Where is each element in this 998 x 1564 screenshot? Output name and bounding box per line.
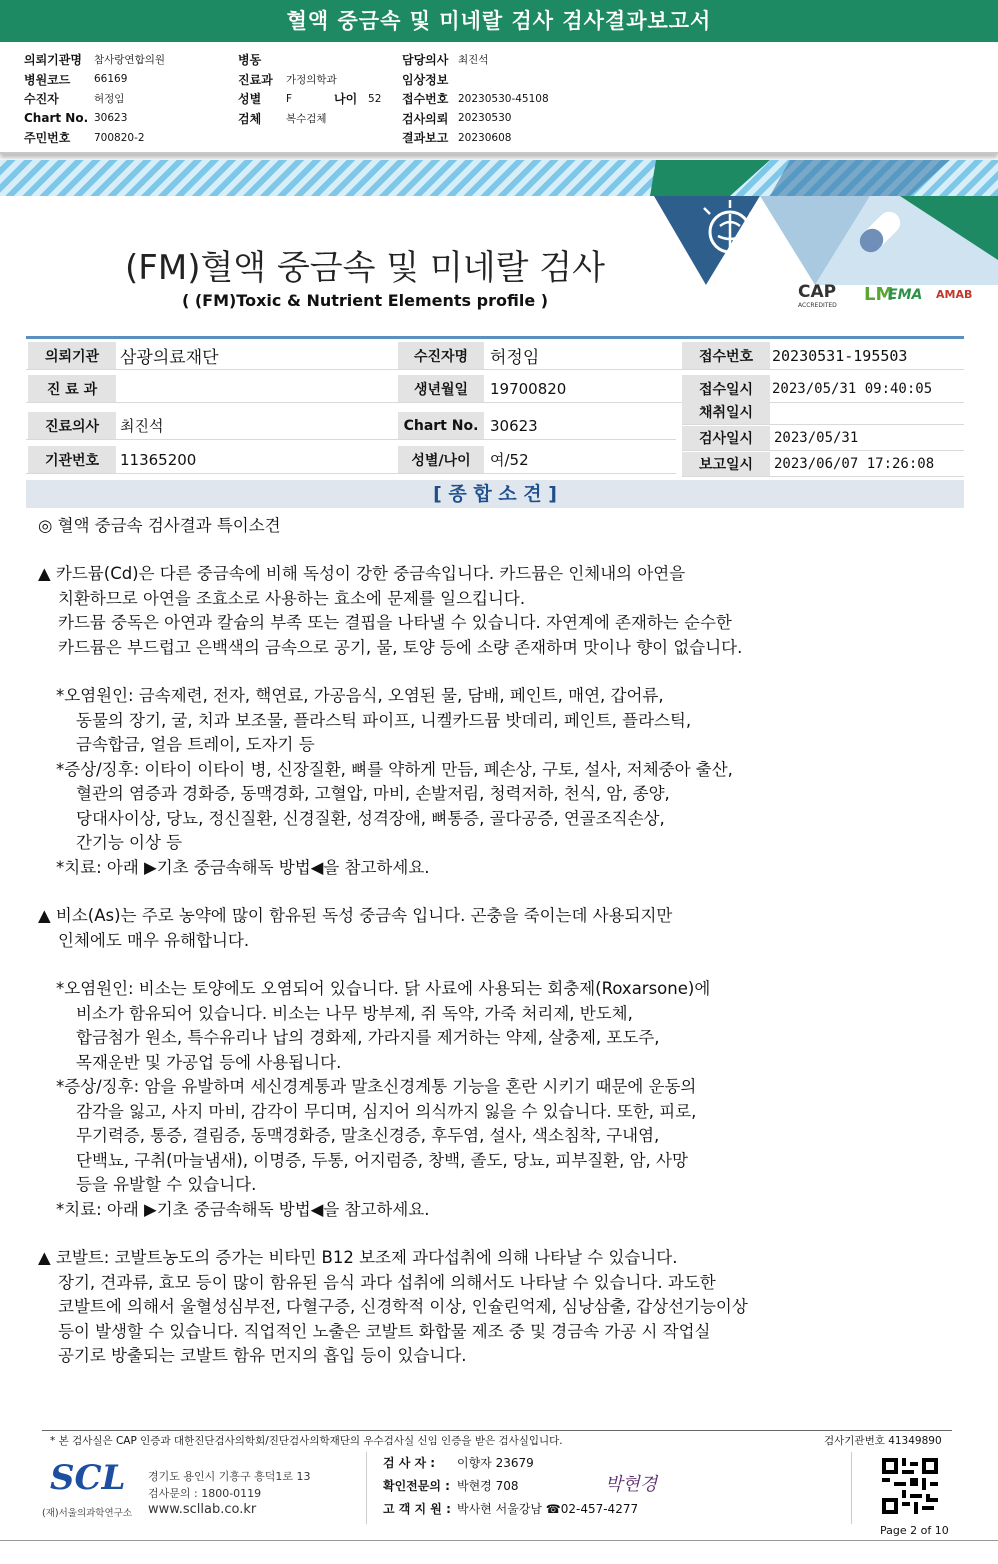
info-value: 허정임 [94, 93, 125, 106]
footer-staff-block [366, 1452, 852, 1524]
info-key: 의뢰기관명 [24, 53, 82, 68]
label-institution: 의뢰기관 [28, 342, 116, 369]
info-row [24, 70, 165, 90]
scl-org-name: (재)서울의과학연구소 [42, 1508, 133, 1519]
table-row [26, 341, 964, 370]
info-value: 30623 [94, 112, 128, 125]
info-key: 접수번호 [402, 92, 449, 107]
body-line: ▲ 코발트: 코발트농도의 증가는 비타민 B12 보조제 과다섭취에 의해 나타날 수 있습니다. [38, 1248, 678, 1267]
body-line: 치환하므로 아연을 조효소로 사용하는 효소에 문제를 일으킵니다. [58, 588, 526, 608]
body-line: 카드뮴은 부드럽고 은백색의 금속으로 공기, 물, 토양 등에 소량 존재하며 맛이나 향이 없습니다. [58, 637, 743, 657]
info-column-2 [238, 50, 381, 128]
label-sex-age: 성별/나이 [398, 446, 484, 473]
info-row [402, 109, 549, 129]
info-value: 700820-2 [94, 131, 145, 144]
body-line: ▲ 카드뮴(Cd)은 다른 중금속에 비해 독성이 강한 중금속입니다. 카드뮴은 인체내의 아연을 [38, 564, 686, 583]
info-row [238, 109, 381, 129]
value-receipt-dt: 2023/05/31 09:40:05 [772, 380, 933, 397]
value-doctor: 최진석 [120, 417, 164, 435]
body-line: 감각을 잃고, 사지 마비, 감각이 무디며, 심지어 의식까지 잃을 수 있습니다. 또한, 피로, [76, 1101, 697, 1121]
header-info-block [0, 42, 998, 154]
body-line: 카드뮴 중독은 아연과 칼슘의 부족 또는 결핍을 나타낼 수 있습니다. 자연계에 존재하는 순수한 [58, 613, 732, 632]
page-number: Page 2 of 10 [880, 1524, 949, 1537]
label-receipt-no: 접수번호 [682, 342, 770, 369]
body-line: 동물의 장기, 굴, 치과 보조물, 플라스틱 파이프, 니켈카드뮴 밧데리, 페인트, 플라스틱, [76, 710, 692, 730]
info-key: 성별 [238, 92, 262, 107]
info-value: 가정의학과 [286, 73, 337, 86]
cap-logo [798, 282, 837, 309]
info-row [238, 50, 381, 70]
label-name: 수진자명 [398, 342, 484, 369]
label-birth: 생년월일 [398, 375, 484, 402]
body-line: *오염원인: 비소는 토양에도 오염되어 있습니다. 닭 사료에 사용되는 회충제(Roxarsone)에 [56, 979, 711, 998]
value-report-dt: 2023/06/07 17:26:08 [774, 456, 935, 472]
address-line: 경기도 용인시 기흥구 흥덕1로 13 [148, 1470, 311, 1483]
info-row [402, 70, 549, 90]
info-key: 주민번호 [24, 131, 71, 146]
body-line: 합금첨가 원소, 특수유리나 납의 경화제, 가라지를 제거하는 약제, 살충제, 포도주, [76, 1028, 660, 1047]
staff-row [383, 1454, 534, 1471]
footer-divider [42, 1430, 952, 1431]
table-row [26, 445, 676, 474]
value-org-no: 11365200 [120, 450, 197, 469]
body-line: 간기능 이상 등 [76, 833, 183, 852]
footer-website-link[interactable]: www.scllab.co.kr [148, 1502, 257, 1517]
info-row [402, 128, 549, 148]
summary-heading: [ 종 합 소 견 ] [26, 480, 964, 508]
info-value: 20230530-45108 [458, 92, 549, 105]
amab-logo: AMAB [936, 288, 973, 301]
staff-row [383, 1500, 638, 1517]
report-banner-title: 혈액 중금속 및 미네랄 검사 검사결과보고서 [0, 0, 998, 42]
info-row [24, 109, 165, 129]
footer-accreditation-note: * 본 검사실은 CAP 인증과 대한진단검사의학회/진단검사의학재단의 우수검사실 신임 인증을 받은 검사실입니다. [50, 1435, 563, 1447]
info-key: 병동 [238, 53, 262, 68]
qr-code-icon [882, 1458, 938, 1514]
info-value: 66169 [94, 73, 128, 86]
label-report-dt: 보고일시 [682, 452, 770, 476]
info-value: 20230530 [458, 112, 512, 125]
info-key: 검사의뢰 [402, 111, 449, 126]
body-line: 당대사이상, 당뇨, 정신질환, 신경질환, 성격장애, 뼈통증, 골다공증, 연골조직손상, [76, 808, 665, 828]
info-key: Chart No. [24, 111, 89, 126]
body-line: 단백뇨, 구취(마늘냄새), 이명증, 두통, 어지럼증, 창백, 졸도, 당뇨, 피부질환, 암, 사망 [76, 1150, 688, 1170]
info-value: 복수검체 [286, 112, 327, 125]
info-key: 담당의사 [402, 53, 449, 68]
value-department [114, 374, 394, 403]
info-key: 진료과 [238, 72, 273, 87]
label-collect-dt: 채취일시 [682, 400, 770, 424]
table-row [682, 425, 964, 451]
value-collect-dt [768, 399, 964, 425]
staff-value: 박사현 서울강남 ☎02-457-4277 [457, 1502, 639, 1516]
body-line: 등을 유발할 수 있습니다. [76, 1175, 257, 1194]
info-value: 참사랑연합의원 [94, 54, 166, 67]
patient-info-table [26, 336, 964, 473]
table-row [682, 451, 964, 477]
value-sex-age: 여/52 [490, 451, 529, 469]
footer-address [148, 1468, 311, 1502]
label-receipt-dt: 접수일시 [682, 375, 770, 402]
body-line: 등이 발생할 수 있습니다. 직업적인 노출은 코발트 화합물 제조 중 및 경금속 가공 시 작업실 [58, 1321, 711, 1341]
bottom-divider [0, 1540, 998, 1541]
cap-logo-subtext: ACCREDITED [798, 302, 837, 309]
body-line: 비소가 함유되어 있습니다. 비소는 나무 방부제, 쥐 독약, 가죽 처리제, 반도체, [76, 1003, 633, 1023]
scl-logo: SCL [50, 1458, 126, 1498]
value-test-dt: 2023/05/31 [774, 430, 859, 446]
page-subtitle: ( (FM)Toxic & Nutrient Elements profile ) [181, 291, 549, 310]
body-line: 혈관의 염증과 경화증, 동맥경화, 고혈압, 마비, 손발저림, 청력저하, 천식, 암, 종양, [76, 784, 670, 803]
ema-logo: EMA [888, 287, 923, 303]
body-line: 코발트에 의해서 울혈성심부전, 다혈구증, 신경학적 이상, 인슐린억제, 심낭삼출, 갑상선기능이상 [58, 1297, 748, 1316]
label-chart-no: Chart No. [398, 412, 484, 439]
inquiry-line: 검사문의 : 1800-0119 [148, 1487, 262, 1500]
value-institution: 삼광의료재단 [120, 348, 219, 368]
body-line: 공기로 방출되는 코발트 함유 먼지의 흡입 등이 있습니다. [58, 1346, 467, 1365]
info-key: 검체 [238, 111, 262, 126]
body-line: ▲ 비소(As)는 주로 농약에 많이 함유된 독성 중금속 입니다. 곤충을 죽이는데 사용되지만 [38, 906, 673, 925]
value-chart-no: 30623 [490, 416, 538, 435]
body-line: 금속합금, 얼음 트레이, 도자기 등 [76, 735, 315, 754]
cap-logo-text: CAP [798, 282, 837, 302]
label-org-no: 기관번호 [28, 446, 116, 473]
info-key: 결과보고 [402, 131, 449, 146]
body-line: *증상/징후: 암을 유발하며 세신경계통과 말초신경계통 기능을 혼란 시키기 때문에 운동의 [56, 1077, 697, 1096]
staff-key: 검 사 자 : [383, 1456, 436, 1470]
page-title: (FM)혈액 중금속 및 미네랄 검사 [125, 248, 605, 288]
body-line: 무기력증, 통증, 결림증, 동맥경화증, 말초신경증, 후두염, 설사, 색소침착, 구내염, [76, 1126, 660, 1145]
body-line: 목재운반 및 가공업 등에 사용됩니다. [76, 1052, 342, 1072]
body-line: *치료: 아래 ▶기초 중금속해독 방법◀을 참고하세요. [56, 857, 430, 877]
info-value: F [286, 92, 293, 105]
table-row [26, 411, 676, 440]
info-row [24, 128, 165, 148]
body-line: *증상/징후: 이타이 이타이 병, 신장질환, 뼈를 약하게 만듬, 폐손상, 구토, 설사, 저체중아 출산, [56, 759, 733, 779]
info-key: 임상정보 [402, 72, 449, 87]
info-value: 20230608 [458, 131, 512, 144]
info-key: 수진자 [24, 92, 59, 107]
value-receipt-no: 20230531-195503 [772, 346, 908, 365]
staff-value: 이향자 23679 [457, 1456, 534, 1470]
label-test-dt: 검사일시 [682, 426, 770, 450]
table-row [682, 399, 964, 425]
signature: 박현경 [605, 1474, 658, 1495]
value-birth: 19700820 [490, 379, 567, 398]
body-line: *치료: 아래 ▶기초 중금속해독 방법◀을 참고하세요. [56, 1199, 430, 1219]
lm-logo: LM [864, 284, 894, 305]
staff-row [383, 1477, 519, 1494]
info-key: 나이 [334, 92, 358, 107]
staff-key: 고 객 지 원 : [383, 1502, 451, 1516]
info-value: 최진석 [458, 54, 489, 67]
info-row [24, 89, 165, 109]
body-line: 인체에도 매우 유해합니다. [58, 930, 250, 950]
body-line: ◎ 혈액 중금속 검사결과 특이소견 [38, 516, 281, 535]
info-row [238, 70, 381, 90]
staff-value: 박현경 708 [457, 1479, 519, 1493]
info-column-3 [402, 50, 549, 148]
info-column-1 [24, 50, 165, 148]
body-line: 장기, 견과류, 효모 등이 많이 함유된 음식 과다 섭취에 의해서도 나타날 수 있습니다. 과도한 [58, 1272, 716, 1292]
footer-org-number: 검사기관번호 41349890 [824, 1435, 942, 1447]
staff-key: 확인전문의 : [383, 1479, 450, 1493]
info-row [24, 50, 165, 70]
label-department: 진 료 과 [28, 375, 116, 402]
info-row [238, 89, 381, 109]
info-row [402, 50, 549, 70]
info-row [402, 89, 549, 109]
value-name: 허정임 [490, 348, 540, 368]
label-doctor: 진료의사 [28, 412, 116, 439]
body-line: *오염원인: 금속제련, 전자, 핵연료, 가공음식, 오염된 물, 담배, 페인트, 매연, 갑어류, [56, 686, 664, 705]
info-key: 병원코드 [24, 72, 71, 87]
info-value: 52 [368, 92, 382, 105]
